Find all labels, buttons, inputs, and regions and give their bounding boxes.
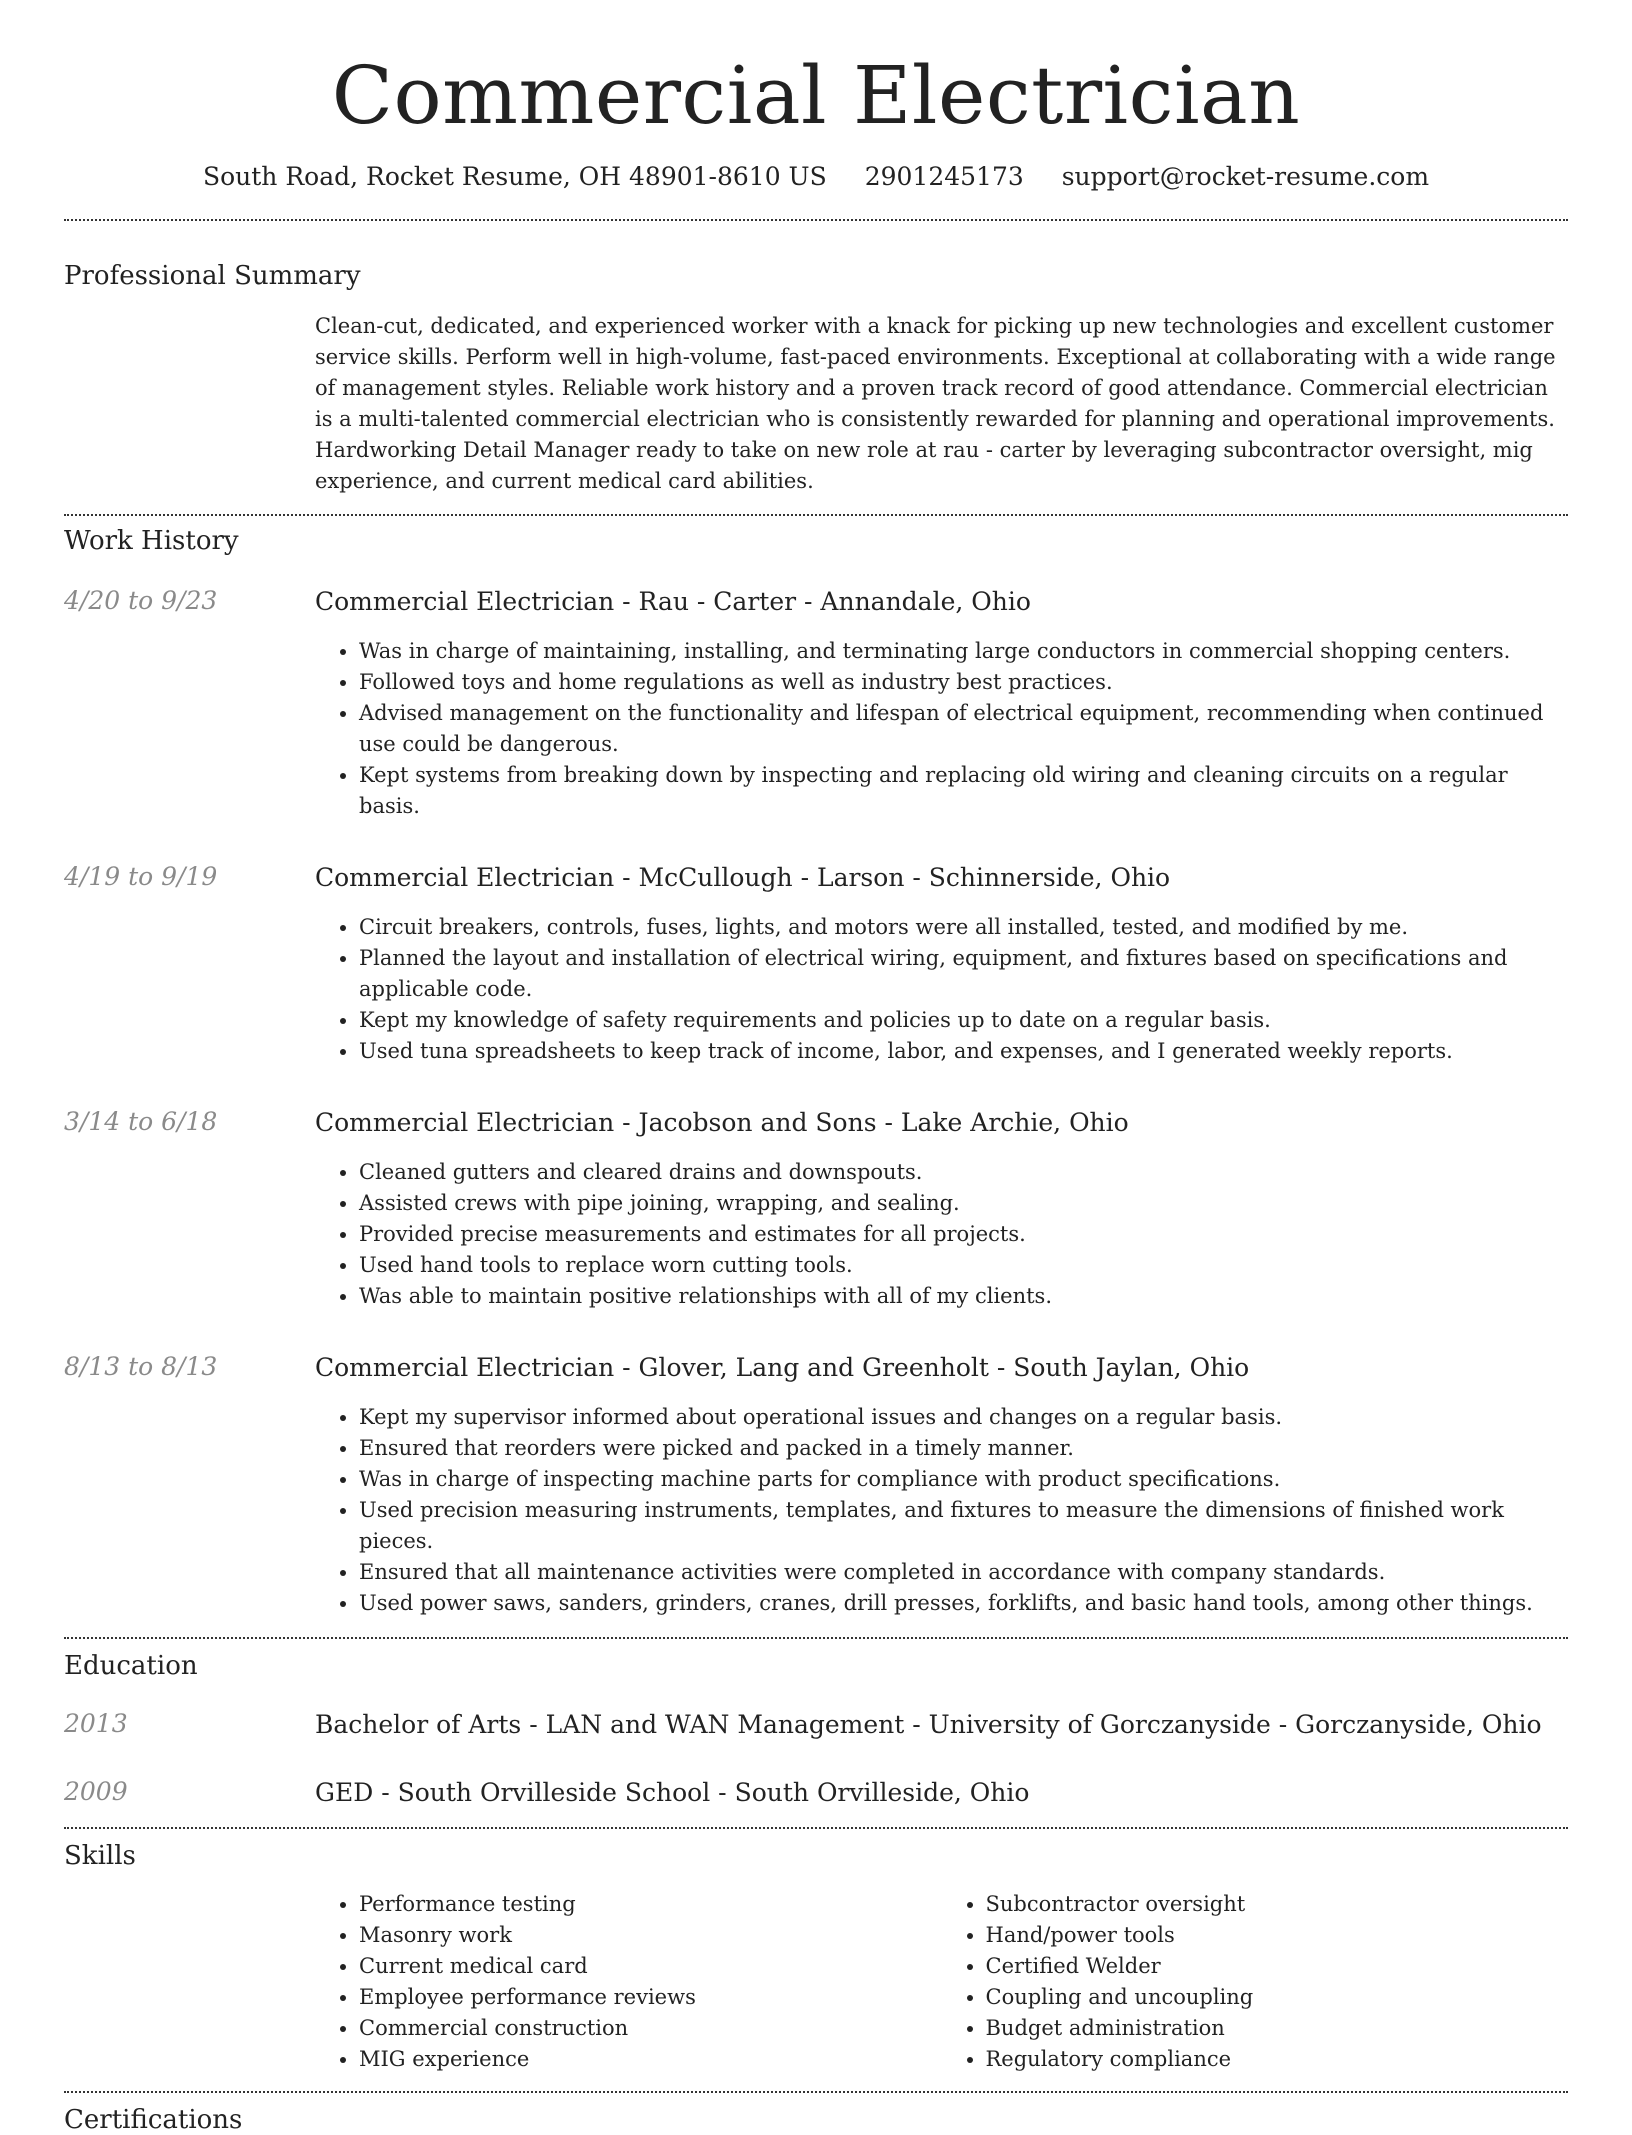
divider: [64, 2091, 1568, 2093]
job-title: Commercial Electrician - Jacobson and Sons - Lake Archie, Ohio: [315, 1108, 1129, 1137]
skill-item: • Coupling and uncoupling: [986, 1982, 1569, 2013]
education-section: [64, 1651, 1568, 1809]
education-text: Bachelor of Arts - LAN and WAN Management - University of Gorczanyside - Gorczanyside, Ohio: [315, 1710, 1542, 1739]
job-entry: [64, 862, 1568, 1067]
job-bullet: • Kept my knowledge of safety requirements and policies up to date on a regular basis.: [359, 1005, 1568, 1036]
section-title-summary: Professional Summary: [64, 261, 361, 291]
skills-section: [64, 1841, 1568, 2075]
page-title: Commercial Electrician: [331, 49, 1301, 142]
job-bullet: • Was able to maintain positive relationships with all of my clients.: [359, 1281, 1568, 1312]
skill-item: • MIG experience: [359, 2044, 942, 2075]
job-bullet: • Ensured that all maintenance activities were completed in accordance with company standards.: [359, 1557, 1568, 1588]
section-title-education: Education: [64, 1651, 198, 1681]
education-item: [64, 1777, 1568, 1809]
skill-item: • Employee performance reviews: [359, 1982, 942, 2013]
job-bullet: • Assisted crews with pipe joining, wrapping, and sealing.: [359, 1188, 1568, 1219]
work-section: [64, 526, 1568, 1619]
education-item: [64, 1709, 1568, 1741]
job-bullet: • Used precision measuring instruments, templates, and fixtures to measure the dimensions of finished work pieces.: [359, 1495, 1568, 1557]
education-year: 2013: [64, 1709, 128, 1738]
skills-spacer: [64, 1889, 315, 2075]
skill-item: • Regulatory compliance: [986, 2044, 1569, 2075]
job-bullets: [315, 1402, 1568, 1619]
job-dates: 4/19 to 9/19: [64, 862, 218, 891]
job-bullets: [315, 636, 1568, 822]
education-text: GED - South Orvilleside School - South Orvilleside, Ohio: [315, 1778, 1030, 1807]
divider: [64, 219, 1568, 221]
job-entry: [64, 1352, 1568, 1619]
job-bullet: • Was in charge of maintaining, installing, and terminating large conductors in commercial shopping centers.: [359, 636, 1568, 667]
divider: [64, 1827, 1568, 1829]
contact-phone: 2901245173: [864, 162, 1024, 191]
skill-item: • Current medical card: [359, 1951, 942, 1982]
job-entry: [64, 586, 1568, 822]
contact-email: support@rocket-resume.com: [1061, 162, 1430, 191]
job-bullet: • Circuit breakers, controls, fuses, lights, and motors were all installed, tested, and modified by me.: [359, 912, 1568, 943]
job-bullet: • Advised management on the functionality and lifespan of electrical equipment, recommending when continued use could be dangerous.: [359, 698, 1568, 760]
job-dates: 3/14 to 6/18: [64, 1107, 218, 1136]
education-year: 2009: [64, 1777, 128, 1806]
job-bullets: [315, 1157, 1568, 1312]
job-dates: 8/13 to 8/13: [64, 1352, 218, 1381]
job-bullet: • Ensured that reorders were picked and packed in a timely manner.: [359, 1433, 1568, 1464]
section-title-skills: Skills: [64, 1841, 136, 1871]
summary-section: [64, 261, 1568, 497]
work-list: [64, 586, 1568, 1619]
job-entry: [64, 1107, 1568, 1312]
skill-item: • Performance testing: [359, 1889, 942, 1920]
job-bullet: • Planned the layout and installation of electrical wiring, equipment, and fixtures based on specifications and applicable code.: [359, 943, 1568, 1005]
skills-columns: [315, 1889, 1568, 2075]
job-bullet: • Kept my supervisor informed about operational issues and changes on a regular basis.: [359, 1402, 1568, 1433]
skill-item: • Budget administration: [986, 2013, 1569, 2044]
job-title: Commercial Electrician - Glover, Lang and Greenholt - South Jaylan, Ohio: [315, 1353, 1250, 1382]
contact-line: [64, 162, 1568, 191]
job-bullet: • Followed toys and home regulations as well as industry best practices.: [359, 667, 1568, 698]
job-bullet: • Cleaned gutters and cleared drains and downspouts.: [359, 1157, 1568, 1188]
summary-text: Clean-cut, dedicated, and experienced worker with a knack for picking up new technologies and excellent customer service skills. Perform well in high-volume, fast-paced environments. Exceptional at collaborating with a wide range of management styles. Reliable work history and a proven track record of good attendance. Commercial electrician is a multi-talented commercial electrician who is consistently rewarded for planning and operational improvements. Hardworking Detail Manager ready to take on new role at rau - carter by leveraging subcontractor oversight, mig experience, and current medical card abilities.: [315, 314, 1556, 493]
skill-item: • Masonry work: [359, 1920, 942, 1951]
skill-item: • Commercial construction: [359, 2013, 942, 2044]
job-bullet: • Used tuna spreadsheets to keep track of income, labor, and expenses, and I generated weekly reports.: [359, 1036, 1568, 1067]
skills-list-right: [942, 1889, 1569, 2075]
divider: [64, 1637, 1568, 1639]
job-bullet: • Used power saws, sanders, grinders, cranes, drill presses, forklifts, and basic hand tools, among other things.: [359, 1588, 1568, 1619]
job-title: Commercial Electrician - Rau - Carter - Annandale, Ohio: [315, 587, 1031, 616]
job-bullet: • Used hand tools to replace worn cutting tools.: [359, 1250, 1568, 1281]
contact-address: South Road, Rocket Resume, OH 48901-8610 US: [202, 162, 827, 191]
skill-item: • Certified Welder: [986, 1951, 1569, 1982]
section-title-work: Work History: [64, 526, 239, 556]
job-bullets: [315, 912, 1568, 1067]
job-bullet: • Kept systems from breaking down by inspecting and replacing old wiring and cleaning circuits on a regular basis.: [359, 760, 1568, 822]
skills-list-left: [315, 1889, 942, 2075]
job-dates: 4/20 to 9/23: [64, 586, 218, 615]
divider: [64, 514, 1568, 516]
job-title: Commercial Electrician - McCullough - Larson - Schinnerside, Ohio: [315, 863, 1171, 892]
job-bullet: • Was in charge of inspecting machine parts for compliance with product specifications.: [359, 1464, 1568, 1495]
summary-spacer: [64, 311, 315, 497]
skill-item: • Subcontractor oversight: [986, 1889, 1569, 1920]
job-bullet: • Provided precise measurements and estimates for all projects.: [359, 1219, 1568, 1250]
skill-item: • Hand/power tools: [986, 1920, 1569, 1951]
section-title-certifications: Certifications: [64, 2105, 243, 2135]
